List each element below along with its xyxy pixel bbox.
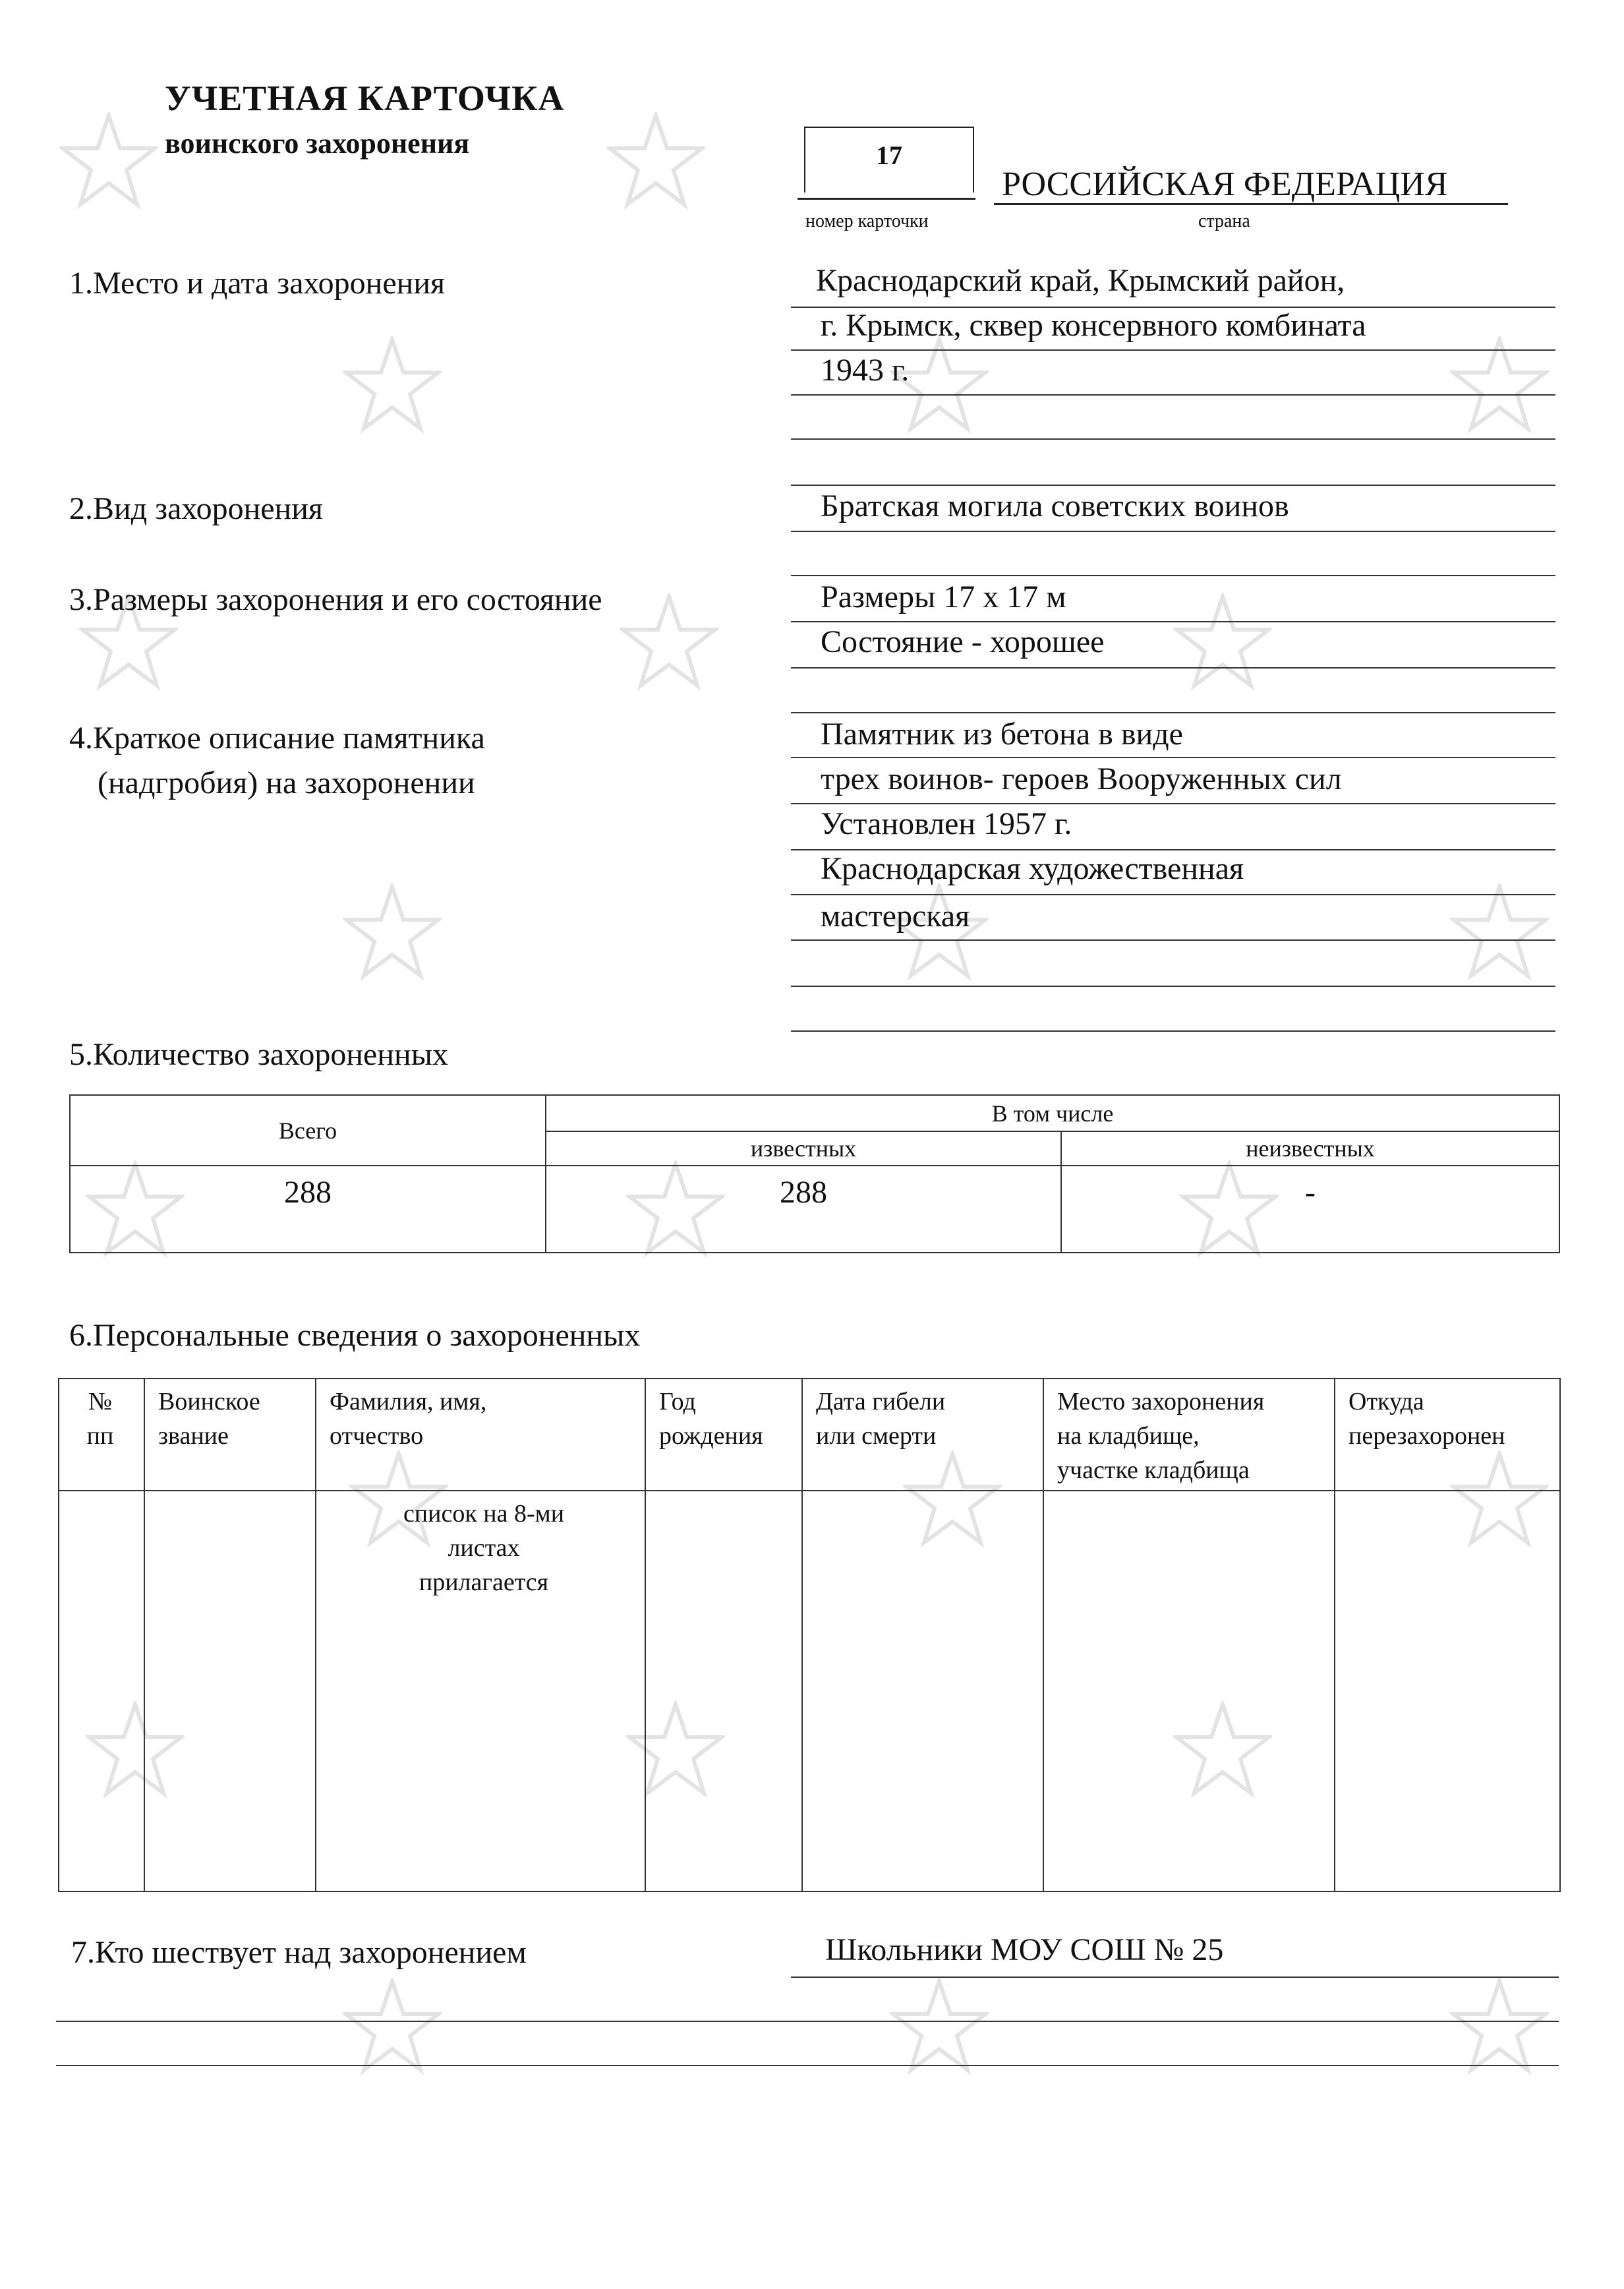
- field-rule: [791, 531, 1555, 532]
- field-rule: [791, 667, 1555, 669]
- star-watermark-icon: [343, 1978, 442, 2090]
- star-watermark-icon: [890, 1978, 989, 2090]
- guardian-value: Школьники МОУ СОШ № 25: [825, 1932, 1224, 1967]
- personal-label: 6.Персональные сведения о захороненных: [69, 1318, 641, 1353]
- field-rule: [791, 621, 1555, 622]
- col-number-header: № пп: [59, 1379, 144, 1491]
- field-rule: [791, 939, 1555, 941]
- col-rank-header: Воинское звание: [144, 1379, 316, 1491]
- field-rule: [791, 986, 1555, 987]
- description-line-5: мастерская: [821, 899, 970, 934]
- description-line-4: Краснодарская художественная: [821, 851, 1244, 886]
- col-death-date-header: Дата гибели или смерти: [802, 1379, 1043, 1491]
- type-label: 2.Вид захоронения: [69, 491, 324, 526]
- card-number: 17: [876, 140, 902, 170]
- country-underline: [994, 203, 1508, 205]
- description-line-3: Установлен 1957 г.: [821, 806, 1072, 841]
- field-rule: [791, 394, 1555, 396]
- cell-birth-year: [645, 1491, 802, 1891]
- field-rule: [791, 1030, 1555, 1032]
- col-birth-year-header: Год рождения: [645, 1379, 802, 1491]
- place-line-3: 1943 г.: [821, 353, 910, 388]
- type-value: Братская могила советских воинов: [821, 489, 1289, 523]
- cell-name: [316, 1491, 645, 1891]
- size-line-2: Состояние - хорошее: [821, 624, 1105, 659]
- total-value: 288: [70, 1166, 546, 1253]
- known-value: 288: [546, 1166, 1061, 1253]
- field-rule: [791, 575, 1555, 576]
- field-rule: [791, 349, 1555, 351]
- star-watermark-icon: [1173, 593, 1272, 705]
- description-label-1: 4.Краткое описание памятника: [69, 721, 485, 756]
- known-header: известных: [546, 1131, 1061, 1166]
- description-line-2: трех воинов- героев Вооруженных сил: [821, 761, 1342, 796]
- card-subtitle: воинского захоронения: [165, 127, 470, 160]
- place-label: 1.Место и дата захоронения: [69, 266, 446, 301]
- description-line-1: Памятник из бетона в виде: [821, 717, 1183, 752]
- field-rule: [791, 1977, 1559, 1978]
- attachment-note-line-3: прилагается: [419, 1568, 549, 1596]
- field-rule: [791, 757, 1555, 758]
- description-label-2: (надгробия) на захоронении: [98, 765, 475, 800]
- field-rule: [791, 849, 1555, 850]
- attachment-note-line-2: листах: [448, 1534, 520, 1562]
- burial-count-table: [69, 1094, 1560, 1253]
- country-label: страна: [1198, 211, 1250, 231]
- size-line-1: Размеры 17 х 17 м: [821, 580, 1066, 614]
- field-rule: [791, 307, 1555, 308]
- field-rule: [791, 712, 1555, 713]
- card-number-underline: [798, 198, 975, 200]
- size-label: 3.Размеры захоронения и его состояние: [69, 582, 602, 617]
- unknown-header: неизвестных: [1061, 1131, 1559, 1166]
- field-rule: [56, 2065, 1559, 2066]
- card-title: УЧЕТНАЯ КАРТОЧКА: [165, 78, 565, 118]
- col-name-header: Фамилия, имя, отчество: [316, 1379, 645, 1491]
- cell-death-date: [802, 1491, 1043, 1891]
- star-watermark-icon: [620, 593, 718, 705]
- field-rule: [791, 803, 1555, 804]
- card-number-label: номер карточки: [805, 211, 929, 231]
- place-line-1: Краснодарский край, Крымский район,: [816, 263, 1345, 298]
- field-rule: [791, 894, 1555, 895]
- field-rule: [56, 2021, 1559, 2022]
- col-reburied-from-header: Откуда перезахоронен: [1335, 1379, 1560, 1491]
- table-row: [59, 1491, 1560, 1891]
- place-line-2: г. Крымск, сквер консервного комбината: [821, 308, 1366, 343]
- cell-rank: [144, 1491, 316, 1891]
- star-watermark-icon: [59, 112, 158, 224]
- star-watermark-icon: [606, 112, 705, 224]
- cell-burial-place: [1043, 1491, 1335, 1891]
- cell-number: [59, 1491, 144, 1891]
- total-header: Всего: [70, 1095, 546, 1166]
- field-rule: [791, 485, 1555, 486]
- field-rule: [791, 438, 1555, 440]
- unknown-value: -: [1061, 1166, 1559, 1253]
- star-watermark-icon: [343, 883, 442, 996]
- star-watermark-icon: [1450, 1978, 1549, 2090]
- personal-table: [58, 1378, 1561, 1892]
- star-watermark-icon: [1450, 336, 1549, 448]
- including-header: В том числе: [546, 1095, 1559, 1131]
- star-watermark-icon: [343, 336, 442, 448]
- guardian-label: 7.Кто шествует над захоронением: [71, 1935, 527, 1970]
- col-burial-place-header: Место захоронения на кладбище, участке кладбища: [1043, 1379, 1335, 1491]
- cell-reburied-from: [1335, 1491, 1560, 1891]
- country-value: РОССИЙСКАЯ ФЕДЕРАЦИЯ: [1002, 165, 1448, 203]
- attachment-note-line-1: список на 8-ми: [403, 1500, 565, 1528]
- count-label: 5.Количество захороненных: [69, 1037, 448, 1072]
